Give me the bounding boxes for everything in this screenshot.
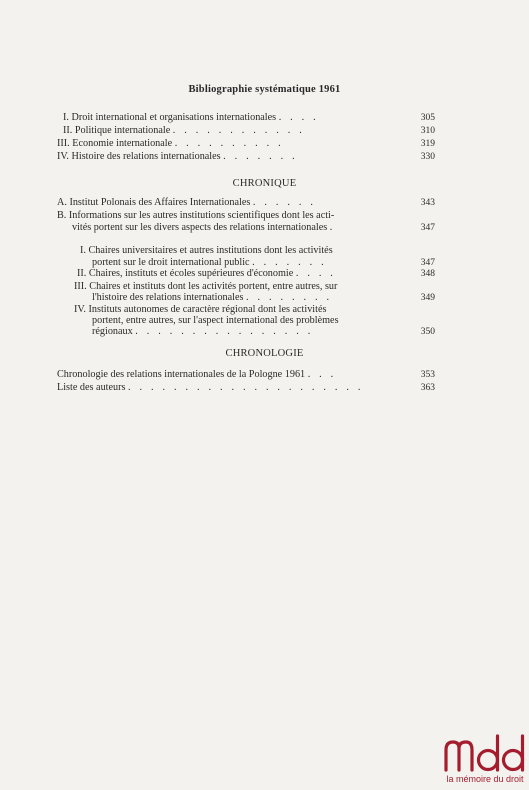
toc-page-number: 348 bbox=[420, 269, 435, 279]
toc-page-number: 343 bbox=[420, 198, 435, 208]
toc-entry: A. Institut Polonais des Affaires Internationales . . . . . . bbox=[57, 197, 317, 208]
toc-entry: régionaux . . . . . . . . . . . . . . . . bbox=[92, 326, 314, 337]
toc-entry-line: III. Chaires et instituts dont les activités portent, entre autres, sur bbox=[74, 281, 338, 292]
toc-page-number: 349 bbox=[420, 293, 435, 303]
toc-page-number: 319 bbox=[420, 139, 435, 149]
toc-entry: portent sur le droit international public . . . . . . . bbox=[92, 257, 327, 268]
toc-entry-line: portent, entre autres, sur l'aspect international des problèmes bbox=[92, 315, 339, 326]
toc-page-number: 305 bbox=[420, 113, 435, 123]
toc-page-number: 347 bbox=[420, 223, 435, 233]
toc-page-number: 350 bbox=[420, 327, 435, 337]
chronique-title: CHRONIQUE bbox=[232, 178, 297, 189]
toc-entry: II. Politique internationale . . . . . . . . . . . . bbox=[63, 125, 305, 136]
toc-entry: l'histoire des relations internationales . . . . . . . . bbox=[92, 292, 333, 303]
toc-page-number: 363 bbox=[420, 383, 435, 393]
toc-entry: vités portent sur les divers aspects des relations internationales . bbox=[72, 222, 333, 233]
mdd-logo bbox=[442, 730, 528, 788]
toc-entry: III. Economie internationale . . . . . . . . . . bbox=[57, 138, 284, 149]
toc-entry: I. Droit international et organisations internationales . . . . bbox=[63, 112, 319, 123]
toc-page-number: 310 bbox=[420, 126, 435, 136]
logo-tagline: la mémoire du droit bbox=[446, 774, 524, 784]
toc-entry: II. Chaires, instituts et écoles supérieures d'économie . . . . bbox=[77, 268, 337, 279]
toc-page-number: 330 bbox=[420, 152, 435, 162]
toc-entry: Liste des auteurs . . . . . . . . . . . . . . . . . . . . . bbox=[57, 382, 364, 393]
toc-page-number: 353 bbox=[420, 370, 435, 380]
toc-entry: IV. Histoire des relations internationales . . . . . . . bbox=[57, 151, 298, 162]
toc-entry: Chronologie des relations internationales de la Pologne 1961 . . . bbox=[57, 369, 337, 380]
chronologie-title: CHRONOLOGIE bbox=[225, 348, 304, 359]
toc-entry-line: B. Informations sur les autres institutions scientifiques dont les acti- bbox=[57, 210, 335, 221]
toc-entry-line: I. Chaires universitaires et autres institutions dont les activités bbox=[80, 245, 333, 256]
bibliographie-title: Bibliographie systématique 1961 bbox=[188, 84, 341, 95]
mdd-logo-mark bbox=[442, 730, 528, 776]
toc-page-number: 347 bbox=[420, 258, 435, 268]
toc-entry-line: IV. Instituts autonomes de caractère régional dont les activités bbox=[74, 304, 327, 315]
